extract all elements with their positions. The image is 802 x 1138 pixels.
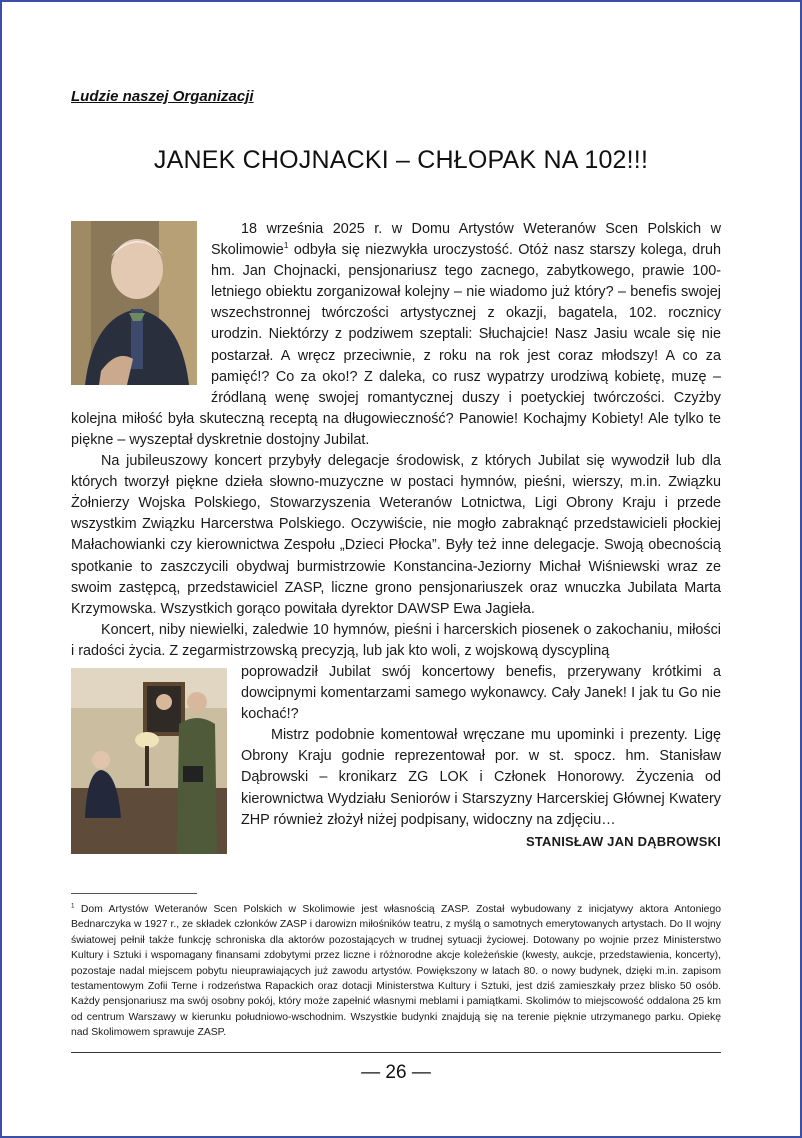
paragraph-1-rest: odbyła się niezwykła uroczystość. Otóż nasz starszy kolega, druh hm. Jan Chojnacki, pensjonariusz tego zacnego, zabytkowego, prawie 100-letniego obiektu zorganizował kolejny – nie wiadomo już który? – benefis swojej wszechstronnej twórczości artystycznej z okazji, bagatela, 102. rocznicy urodzin. Niektórzy z podziwem szeptali: Słuchajcie! Nasz Jasiu wcale się nie postarzał. A wręcz przeciwnie, z roku na rok jest coraz młodszy! A co za pamięć!? Co za oko!? Z daleka, co rusz wypatrzy urodziwą kobietę, muzę – źródlaną wenę swojej romantycznej duszy i poetyckiej twórczości. Czyżby kolejna miłość była skuteczną receptą na długowieczność? Panowie! Kochajmy Kobiety! Ale tylko te piękne – wyszeptał dyskretnie dostojny Jubilat. — [71, 242, 721, 448]
paragraph-3-start: Koncert, niby niewielki, zaledwie 10 hymnów, pieśni i harcerskich piosenek o zakochaniu, miłości i radości życia. Z zegarmistrzowską precyzją, lub jak kto woli, z wojskową dyscypliną — [71, 621, 721, 659]
paragraph-4: Mistrz podobnie komentował wręczane mu upominki i prezenty. Ligę Obrony Kraju godnie reprezentował por. w st. spocz. hm. Stanisław Dąbrowski – kronikarz ZG LOK i Członek Honorowy. Życzenia od kierownictwa Wydziału Seniorów i Starszyzny Harcerskiej Głównej Kwatery ZHP również złożył niżej podpisany, widoczny na zdjęciu… — [241, 727, 721, 828]
portrait-photo-image — [71, 221, 197, 385]
concert-photo-image — [71, 668, 227, 854]
footnote-reference[interactable]: 1 — [283, 240, 289, 251]
footnote-text: Dom Artystów Weteranów Scen Polskich w Skolimowie jest własnością ZASP. Został wybudowany z inicjatywy aktora Antoniego Bednarczyka w 1927 r., ze składek członków ZASP i darowizn miłośników teatru, z myślą o samotnych emerytowanych artystach. Do II wojny światowej pełnił także funkcję schroniska dla aktorów pozostających w trudnej sytuacji życiowej. Dotowany po wojnie przez Ministerstwo Kultury i Sztuki i wspomagany finansami zdobytymi przez liczne i różnorodne akcje koleżeńskie (kwesty, aukcje, przedstawienia, koncerty), pozostaje nadal miejscem pobytu nieuprawiających już zawodu artystów. Powiększony w latach 80. o nowy budynek, dzięki m.in. zapisom testamentowym Zofii Terne i rodzeństwa Rapackich oraz dotacji Ministerstwa Kultury i Sztuki, jest dziś zamieszkały przez blisko 50 osób. Każdy pensjonariusz ma swój osobny pokój, który może zapełnić własnymi meblami i pamiątkami. Skolimów to miejscowość oddalona 25 km od centrum Warszawy w kierunku południowo-wschodnim. Wszystkie budynki znajdują się na terenie pięknie utrzymanego parku. Opiekę nad Skolimowem sprawuje ZASP. — [71, 904, 721, 1039]
author-signature: STANISŁAW JAN DĄBROWSKI — [525, 833, 721, 849]
paragraph-1-start: 18 września 2025 r. w Domu Artystów Weteranów Scen Polskich w Skolimowie — [211, 221, 721, 259]
paragraph-3-end: poprowadził Jubilat swój koncertowy benefis, przerywany krótkimi a dowcipnymi komentarzami samego wykonawcy. Cały Janek! I jak tu Go nie kochać!? — [241, 663, 721, 723]
portrait-photo — [71, 221, 197, 385]
concert-photo — [71, 668, 227, 854]
paragraph-2: Na jubileuszowy koncert przybyły delegacje środowisk, z których Jubilat się wywodził lub dla których tworzył piękne dzieła słowno-muzyczne w postaci hymnów, pieśni, wierszy, m.in. Związku Żołnierzy Wojska Polskiego, Stowarzyszenia Weteranów Lotnictwa, Ligi Obrony Kraju i przede wszystkim Związku Harcerstwa Polskiego. Oczywiście, nie mogło zabraknąć przedstawicieli płockiej Małachowianki czy kierownictwa Zespołu „Dzieci Płocka”. Były też inne delegacje. Swoją obecnością spotkanie to zaszczycili obydwaj burmistrzowie Konstancina-Jeziorny Michał Wiśniewski wraz ze swoim zastępcą, przedstawiciel ZASP, liczne grono pensjonariuszek oraz wnuczka Jubilata Marta Krzymowska. Wszystkich gorąco powitała dyrektor DAWSP Ewa Jagieła. — [71, 453, 721, 617]
footnote-marker: 1 — [71, 902, 75, 910]
page-number: — 26 — — [361, 1062, 431, 1083]
bottom-divider — [71, 1052, 721, 1053]
article-body — [71, 219, 721, 858]
article-title: JANEK CHOJNACKI – CHŁOPAK NA 102!!! — [153, 146, 649, 174]
footnote-divider — [71, 893, 197, 894]
footnote — [71, 902, 721, 1041]
section-label: Ludzie naszej Organizacji — [71, 88, 254, 105]
